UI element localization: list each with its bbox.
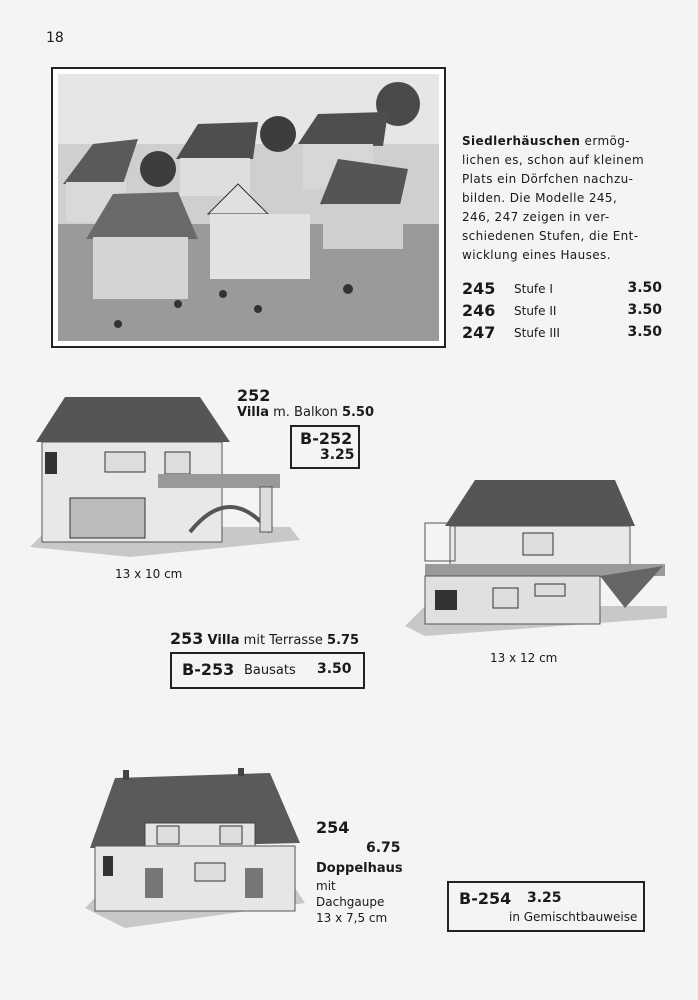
step-number: 246 — [462, 301, 496, 320]
item252-number: 252 — [237, 386, 271, 405]
item253-kit-label: Bausats — [244, 663, 296, 678]
item253-kit-code: B-253 — [182, 660, 235, 679]
item254-desc-line: mit — [316, 879, 336, 893]
settlement-photo-frame — [51, 67, 446, 348]
item252-kit-code: B-252 — [300, 429, 353, 448]
intro-line: 246, 247 zeigen in ver- — [462, 210, 610, 224]
villa-terrace-model-image — [405, 478, 667, 638]
item252-name: Villa — [237, 405, 269, 420]
item252-kit-box — [290, 425, 360, 469]
page-number: 18 — [46, 30, 64, 46]
item254-name: Doppelhaus — [316, 861, 403, 876]
item253-number: 253 — [170, 629, 204, 648]
step-label: Stufe II — [514, 304, 557, 318]
intro-line: wicklung eines Hauses. — [462, 248, 611, 262]
item252-name-suffix: m. Balkon — [273, 405, 338, 420]
item254-kit-price: 3.25 — [527, 890, 562, 906]
step-label: Stufe I — [514, 282, 553, 296]
intro-line: Plats ein Dörfchen nachzu- — [462, 172, 634, 186]
step-number: 247 — [462, 323, 496, 342]
item254-desc-line: Dachgaupe — [316, 895, 385, 909]
item253-size: 13 x 12 cm — [490, 651, 558, 665]
item253-name: Villa — [207, 633, 240, 648]
item252-size: 13 x 10 cm — [115, 567, 183, 581]
item254-price: 6.75 — [366, 840, 401, 856]
item253-price: 5.75 — [327, 633, 360, 648]
item254-kit-label: in Gemischtbauweise — [509, 910, 638, 924]
item252-title — [237, 405, 374, 420]
step-price: 3.50 — [627, 302, 662, 318]
item254-kit-box — [447, 881, 645, 932]
item254-number: 254 — [316, 818, 350, 837]
item253-kit-price: 3.50 — [317, 661, 352, 677]
step-price: 3.50 — [627, 324, 662, 340]
intro-line: schiedenen Stufen, die Ent- — [462, 229, 639, 243]
item252-price: 5.50 — [341, 405, 375, 420]
step-row — [462, 323, 662, 345]
step-number: 245 — [462, 279, 496, 298]
step-row — [462, 301, 662, 323]
item253-title — [170, 629, 359, 648]
item253-kit-box — [170, 652, 365, 689]
intro-line: ermög- — [584, 134, 631, 148]
item252-kit-price: 3.25 — [320, 447, 355, 463]
settlement-houses-photo — [58, 74, 439, 341]
item253-name-suffix: mit Terrasse — [243, 633, 323, 648]
step-row — [462, 279, 662, 301]
item254-size: 13 x 7,5 cm — [316, 911, 388, 925]
step-price: 3.50 — [627, 280, 662, 296]
step-label: Stufe III — [514, 326, 560, 340]
intro-line: lichen es, schon auf kleinem — [462, 153, 645, 167]
intro-line: bilden. Die Modelle 245, — [462, 191, 618, 205]
intro-paragraph — [462, 132, 677, 265]
intro-title: Siedlerhäuschen — [462, 134, 581, 148]
double-house-model-image — [85, 768, 307, 933]
item254-kit-code: B-254 — [459, 889, 512, 908]
